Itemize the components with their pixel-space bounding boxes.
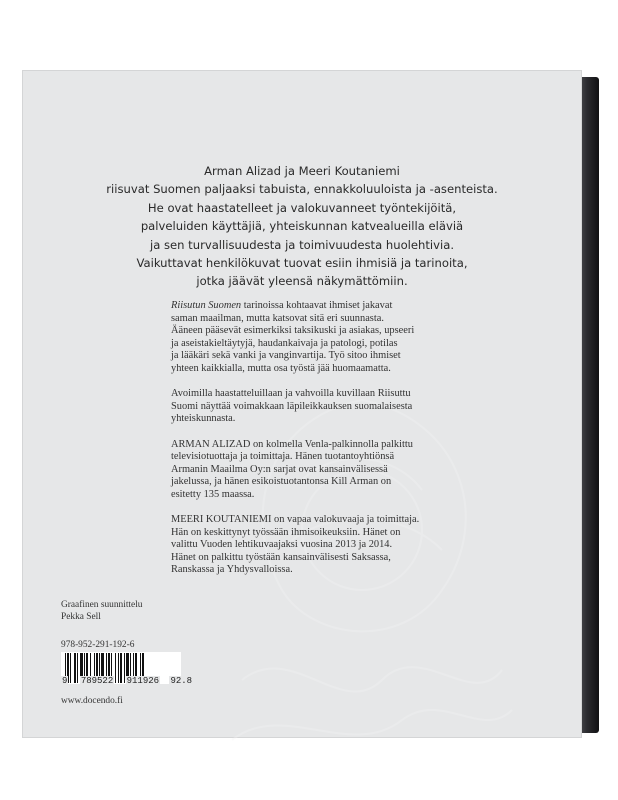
text-line: ja lääkäri sekä vanki ja vanginvartija. Työ sitoo ihmiset xyxy=(171,350,401,362)
intro-line: ja sen turvallisuudesta ja toimivuudesta huolehtivia. xyxy=(149,237,455,252)
paragraph-stories xyxy=(171,300,471,376)
text-line: Avoimilla haastatteluillaan ja vahvoilla kuvillaan Riisuttu xyxy=(171,388,411,400)
isbn-number: 978-952-291-192-6 xyxy=(61,640,135,650)
intro-line: Arman Alizad ja Meeri Koutaniemi xyxy=(204,164,400,178)
text-line: Hänet on palkittu työstään kansainvälisesti Saksassa, xyxy=(171,551,391,563)
description-text xyxy=(171,300,471,590)
text-line: Hän on keskittynyt työssään ihmisoikeuksiin. Hänet on xyxy=(171,526,401,538)
intro-line: riisuvat Suomen paljaaksi tabuista, ennakkoluuloista ja -asenteista. xyxy=(106,182,498,197)
intro-line: Vaikuttavat henkilökuvat tuovat esiin ihmisiä ja tarinoita, xyxy=(136,256,468,271)
text-line: Ääneen pääsevät esimerkiksi taksikuski ja asiakas, upseeri xyxy=(171,325,415,337)
book-title-italic: Riisutun Suomen xyxy=(171,300,242,311)
text-line: esitetty 135 maassa. xyxy=(171,488,255,500)
design-credits xyxy=(61,600,143,623)
publisher-website: www.docendo.fi xyxy=(61,696,123,706)
text-line: ja aseistakieltäytyjä, haudankaivaja ja patologi, potilas xyxy=(171,337,398,349)
text-line-rest: tarinoissa kohtaavat ihmiset jakavat xyxy=(241,300,393,311)
text-line: MEERI KOUTANIEMI on vapaa valokuvaaja ja toimittaja. xyxy=(171,514,420,526)
intro-line: jotka jäävät yleensä näkymättömiin. xyxy=(196,274,408,289)
intro-line: palveluiden käyttäjiä, yhteiskunnan katvealueilla eläviä xyxy=(140,219,464,234)
intro-blurb xyxy=(82,162,522,291)
paragraph-summary xyxy=(171,388,471,426)
back-cover xyxy=(22,70,582,738)
text-line: Armanin Maailma Oy:n sarjat ovat kansainvälisessä xyxy=(171,463,388,475)
text-line xyxy=(171,300,471,313)
barcode-group-2: 911926 xyxy=(126,676,160,686)
paragraph-meeri-bio xyxy=(171,514,471,577)
text-line: Ranskassa ja Yhdysvalloissa. xyxy=(171,564,293,576)
text-line: valittu Vuoden lehtikuvaajaksi vuosina 2013 ja 2014. xyxy=(171,539,393,551)
text-line: jakelussa, ja hänen esikoistuotantonsa Kill Arman on xyxy=(171,476,392,488)
text-line: televisiotuottaja ja toimittaja. Hänen tuotantoyhtiönsä xyxy=(171,451,395,463)
text-line: Suomi näyttää voimakkaan läpileikkauksen suomalaisesta xyxy=(171,400,413,412)
barcode-lead-digit: 9 xyxy=(62,676,68,686)
text-line: yhteiskunnasta. xyxy=(171,413,236,425)
barcode-digits xyxy=(61,676,201,686)
paragraph-arman-bio xyxy=(171,439,471,502)
credit-role: Graafinen suunnittelu xyxy=(61,600,143,610)
credit-name: Pekka Sell xyxy=(61,611,101,622)
intro-line: He ovat haastatelleet ja valokuvanneet työntekijöitä, xyxy=(147,200,457,215)
text-line: ARMAN ALIZAD on kolmella Venla-palkinnolla palkittu xyxy=(171,438,413,450)
text-line: saman maailman, mutta katsovat sitä eri suunnasta. xyxy=(171,312,384,324)
barcode-group-1: 789522 xyxy=(80,676,114,686)
barcode-class-code: 92.8 xyxy=(170,676,193,686)
text-line: yhteen kaikkialla, mutta osa työstä jää huomaamatta. xyxy=(171,362,391,374)
